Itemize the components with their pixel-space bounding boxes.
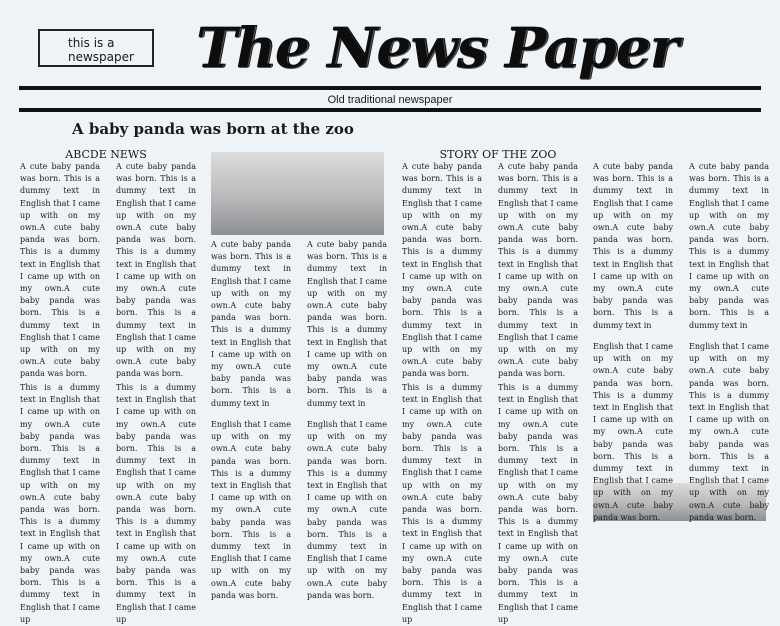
article-column: A cute baby panda was born. This is a dummy text in English that I came up with on my own.A cute baby panda was born. This is a dummy text in English that I came up with on my own.A cute baby panda was born. This is a dummy text in English that I came up with on my own.A cute baby panda was born. (402, 162, 482, 379)
masthead-subtitle: Old traditional newspaper (327, 94, 453, 106)
article-column: English that I came up with on my own.A cute baby panda was born. This is a dummy text in English that I came up with on my own.A cute baby panda was born. This is a dummy text in English that I came up with on my own.A cute baby panda was born. (307, 420, 387, 600)
header-rule-bottom (19, 108, 761, 112)
article-column: A cute baby panda was born. This is a dummy text in English that I came up with on my own.A cute baby panda was born. This is a dummy text in English that I came up with on my own.A cute baby panda was born. This is a dummy text in (689, 162, 769, 330)
article-column: A cute baby panda was born. This is a dummy text in English that I came up with on my own.A cute baby panda was born. This is a dummy text in English that I came up with on my own.A cute baby panda was born. This is a dummy text in English that I came up with on my own.A cute baby panda was born. (20, 162, 100, 379)
article-column: This is a dummy text in English that I came up with on my own.A cute baby panda was born. This is a dummy text in English that I came up with on my own.A cute baby panda was born. This is a dummy text in English that I came up with on my own.A cute baby panda was born. This is a dummy text in English that I came up (402, 383, 482, 624)
article-column: English that I came up with on my own.A cute baby panda was born. This is a dummy text in English that I came up with on my own.A cute baby panda was born. This is a dummy text in English that I came up with on my own.A cute baby panda was born. (593, 342, 673, 522)
article-column: English that I came up with on my own.A cute baby panda was born. This is a dummy text in English that I came up with on my own.A cute baby panda was born. This is a dummy text in English that I came up with on my own.A cute baby panda was born. (211, 420, 291, 600)
main-headline: A baby panda was born at the zoo (72, 120, 354, 138)
article-column: English that I came up with on my own.A cute baby panda was born. This is a dummy text in English that I came up with on my own.A cute baby panda was born. This is a dummy text in English that I came up with on my own.A cute baby panda was born. (689, 342, 769, 522)
article-column: This is a dummy text in English that I came up with on my own.A cute baby panda was born. This is a dummy text in English that I came up with on my own.A cute baby panda was born. This is a dummy text in English that I came up with on my own.A cute baby panda was born. This is a dummy text in English that I came up (116, 383, 196, 624)
article-column: A cute baby panda was born. This is a dummy text in English that I came up with on my own.A cute baby panda was born. This is a dummy text in English that I came up with on my own.A cute baby panda was born. This is a dummy text in English that I came up with on my own.A cute baby panda was born. (116, 162, 196, 379)
article-column: This is a dummy text in English that I came up with on my own.A cute baby panda was born. This is a dummy text in English that I came up with on my own.A cute baby panda was born. This is a dummy text in English that I came up with on my own.A cute baby panda was born. This is a dummy text in English that I came up (498, 383, 578, 624)
article-column: A cute baby panda was born. This is a dummy text in English that I came up with on my own.A cute baby panda was born. This is a dummy text in English that I came up with on my own.A cute baby panda was born. This is a dummy text in (307, 240, 387, 408)
photo-placeholder (211, 152, 384, 235)
tagline-line-1: this is a (68, 36, 115, 50)
section-title-right: STORY OF THE ZOO (439, 148, 557, 161)
tagline-line-2: newspaper (68, 50, 134, 64)
article-column: A cute baby panda was born. This is a dummy text in English that I came up with on my own.A cute baby panda was born. This is a dummy text in English that I came up with on my own.A cute baby panda was born. This is a dummy text in (593, 162, 673, 330)
article-column: A cute baby panda was born. This is a dummy text in English that I came up with on my own.A cute baby panda was born. This is a dummy text in English that I came up with on my own.A cute baby panda was born. This is a dummy text in (211, 240, 291, 408)
tagline-box (38, 29, 154, 67)
header-rule-top (19, 86, 761, 90)
article-column: A cute baby panda was born. This is a dummy text in English that I came up with on my own.A cute baby panda was born. This is a dummy text in English that I came up with on my own.A cute baby panda was born. This is a dummy text in English that I came up with on my own.A cute baby panda was born. (498, 162, 578, 379)
article-column: This is a dummy text in English that I came up with on my own.A cute baby panda was born. This is a dummy text in English that I came up with on my own.A cute baby panda was born. This is a dummy text in English that I came up with on my own.A cute baby panda was born. This is a dummy text in English that I came up (20, 383, 100, 624)
section-title-left: ABCDE NEWS (65, 148, 147, 161)
masthead-title: The News Paper (196, 15, 678, 80)
